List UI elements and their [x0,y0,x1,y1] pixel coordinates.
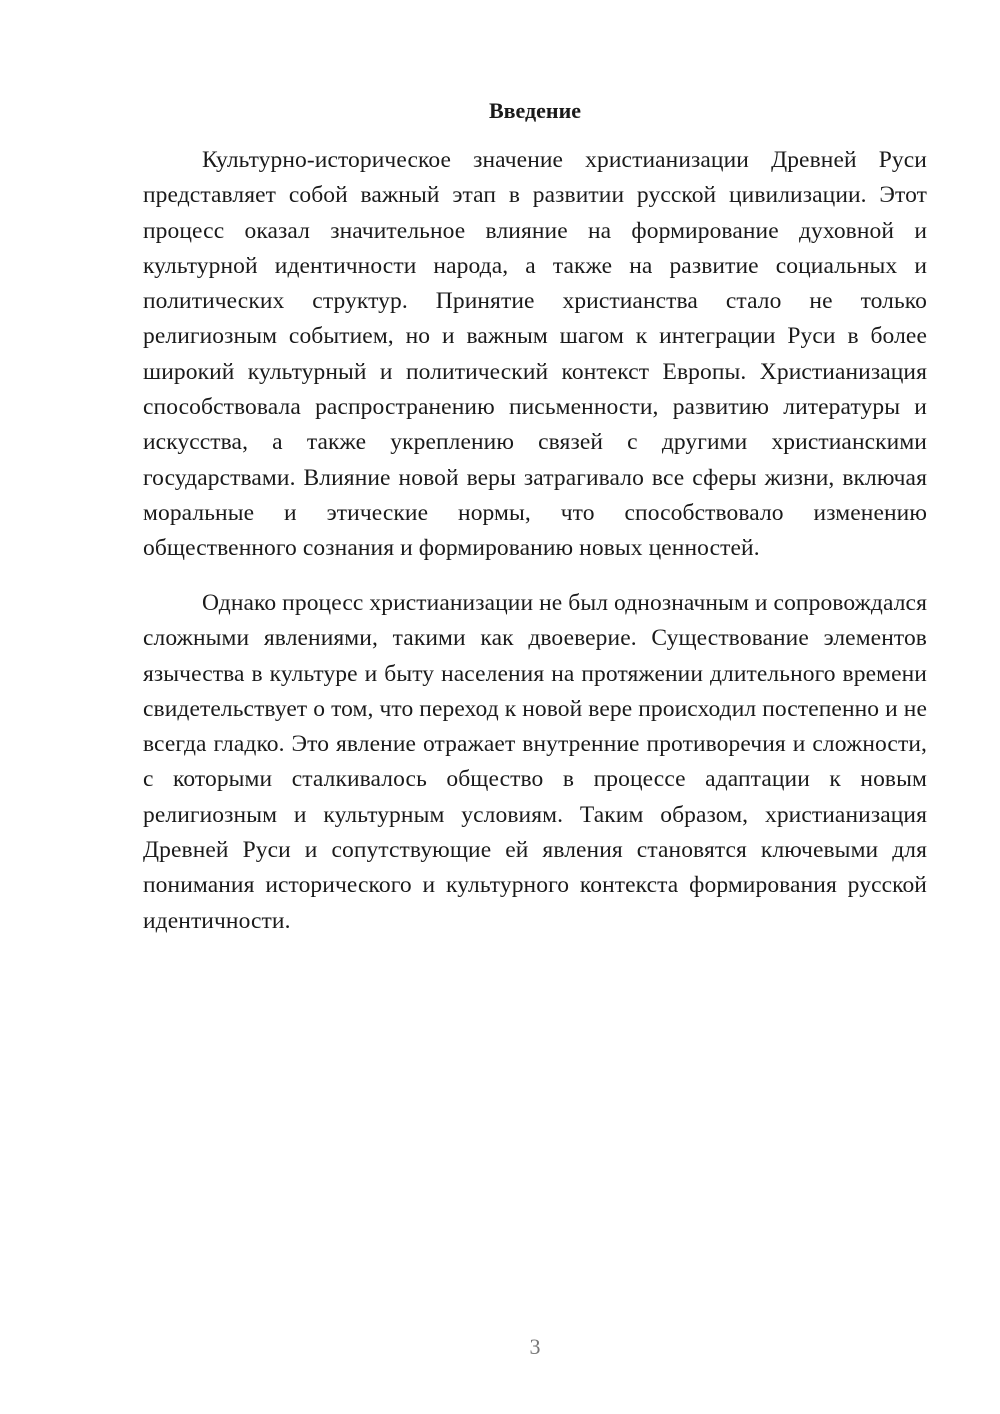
page-number: 3 [529,1334,541,1359]
section-heading: Введение [488,98,582,123]
paragraph-2: Однако процесс христианизации не был однозначным и сопровождался сложными явлениями, такими как двоеверие. Существование элементов язычества в культуре и быту населения на протяжении длительного времени свидетельствует о том, что переход к новой вере происходил постепенно и не всегда гладко. Это явление отражает внутренние противоречия и сложности, с которыми сталкивалось общество в процессе адаптации к новым религиозным и культурным условиям. Таким образом, христианизация Древней Руси и сопутствующие ей явления становятся ключевыми для понимания исторического и культурного контекста формирования русской идентичности. [143,590,927,934]
paragraph-1: Культурно-историческое значение христианизации Древней Руси представляет собой важный этап в развитии русской цивилизации. Этот процесс оказал значительное влияние на формирование духовной и культурной идентичности народа, а также на развитие социальных и политических структур. Принятие христианства стало не только религиозным событием, но и важным шагом к интеграции Руси в более широкий культурный и политический контекст Европы. Христианизация способствовала распространению письменности, развитию литературы и искусства, а также укреплению связей с другими христианскими государствами. Влияние новой веры затрагивало все сферы жизни, включая моральные и этические нормы, что способствовало изменению общественного сознания и формированию новых ценностей. [143,147,927,562]
